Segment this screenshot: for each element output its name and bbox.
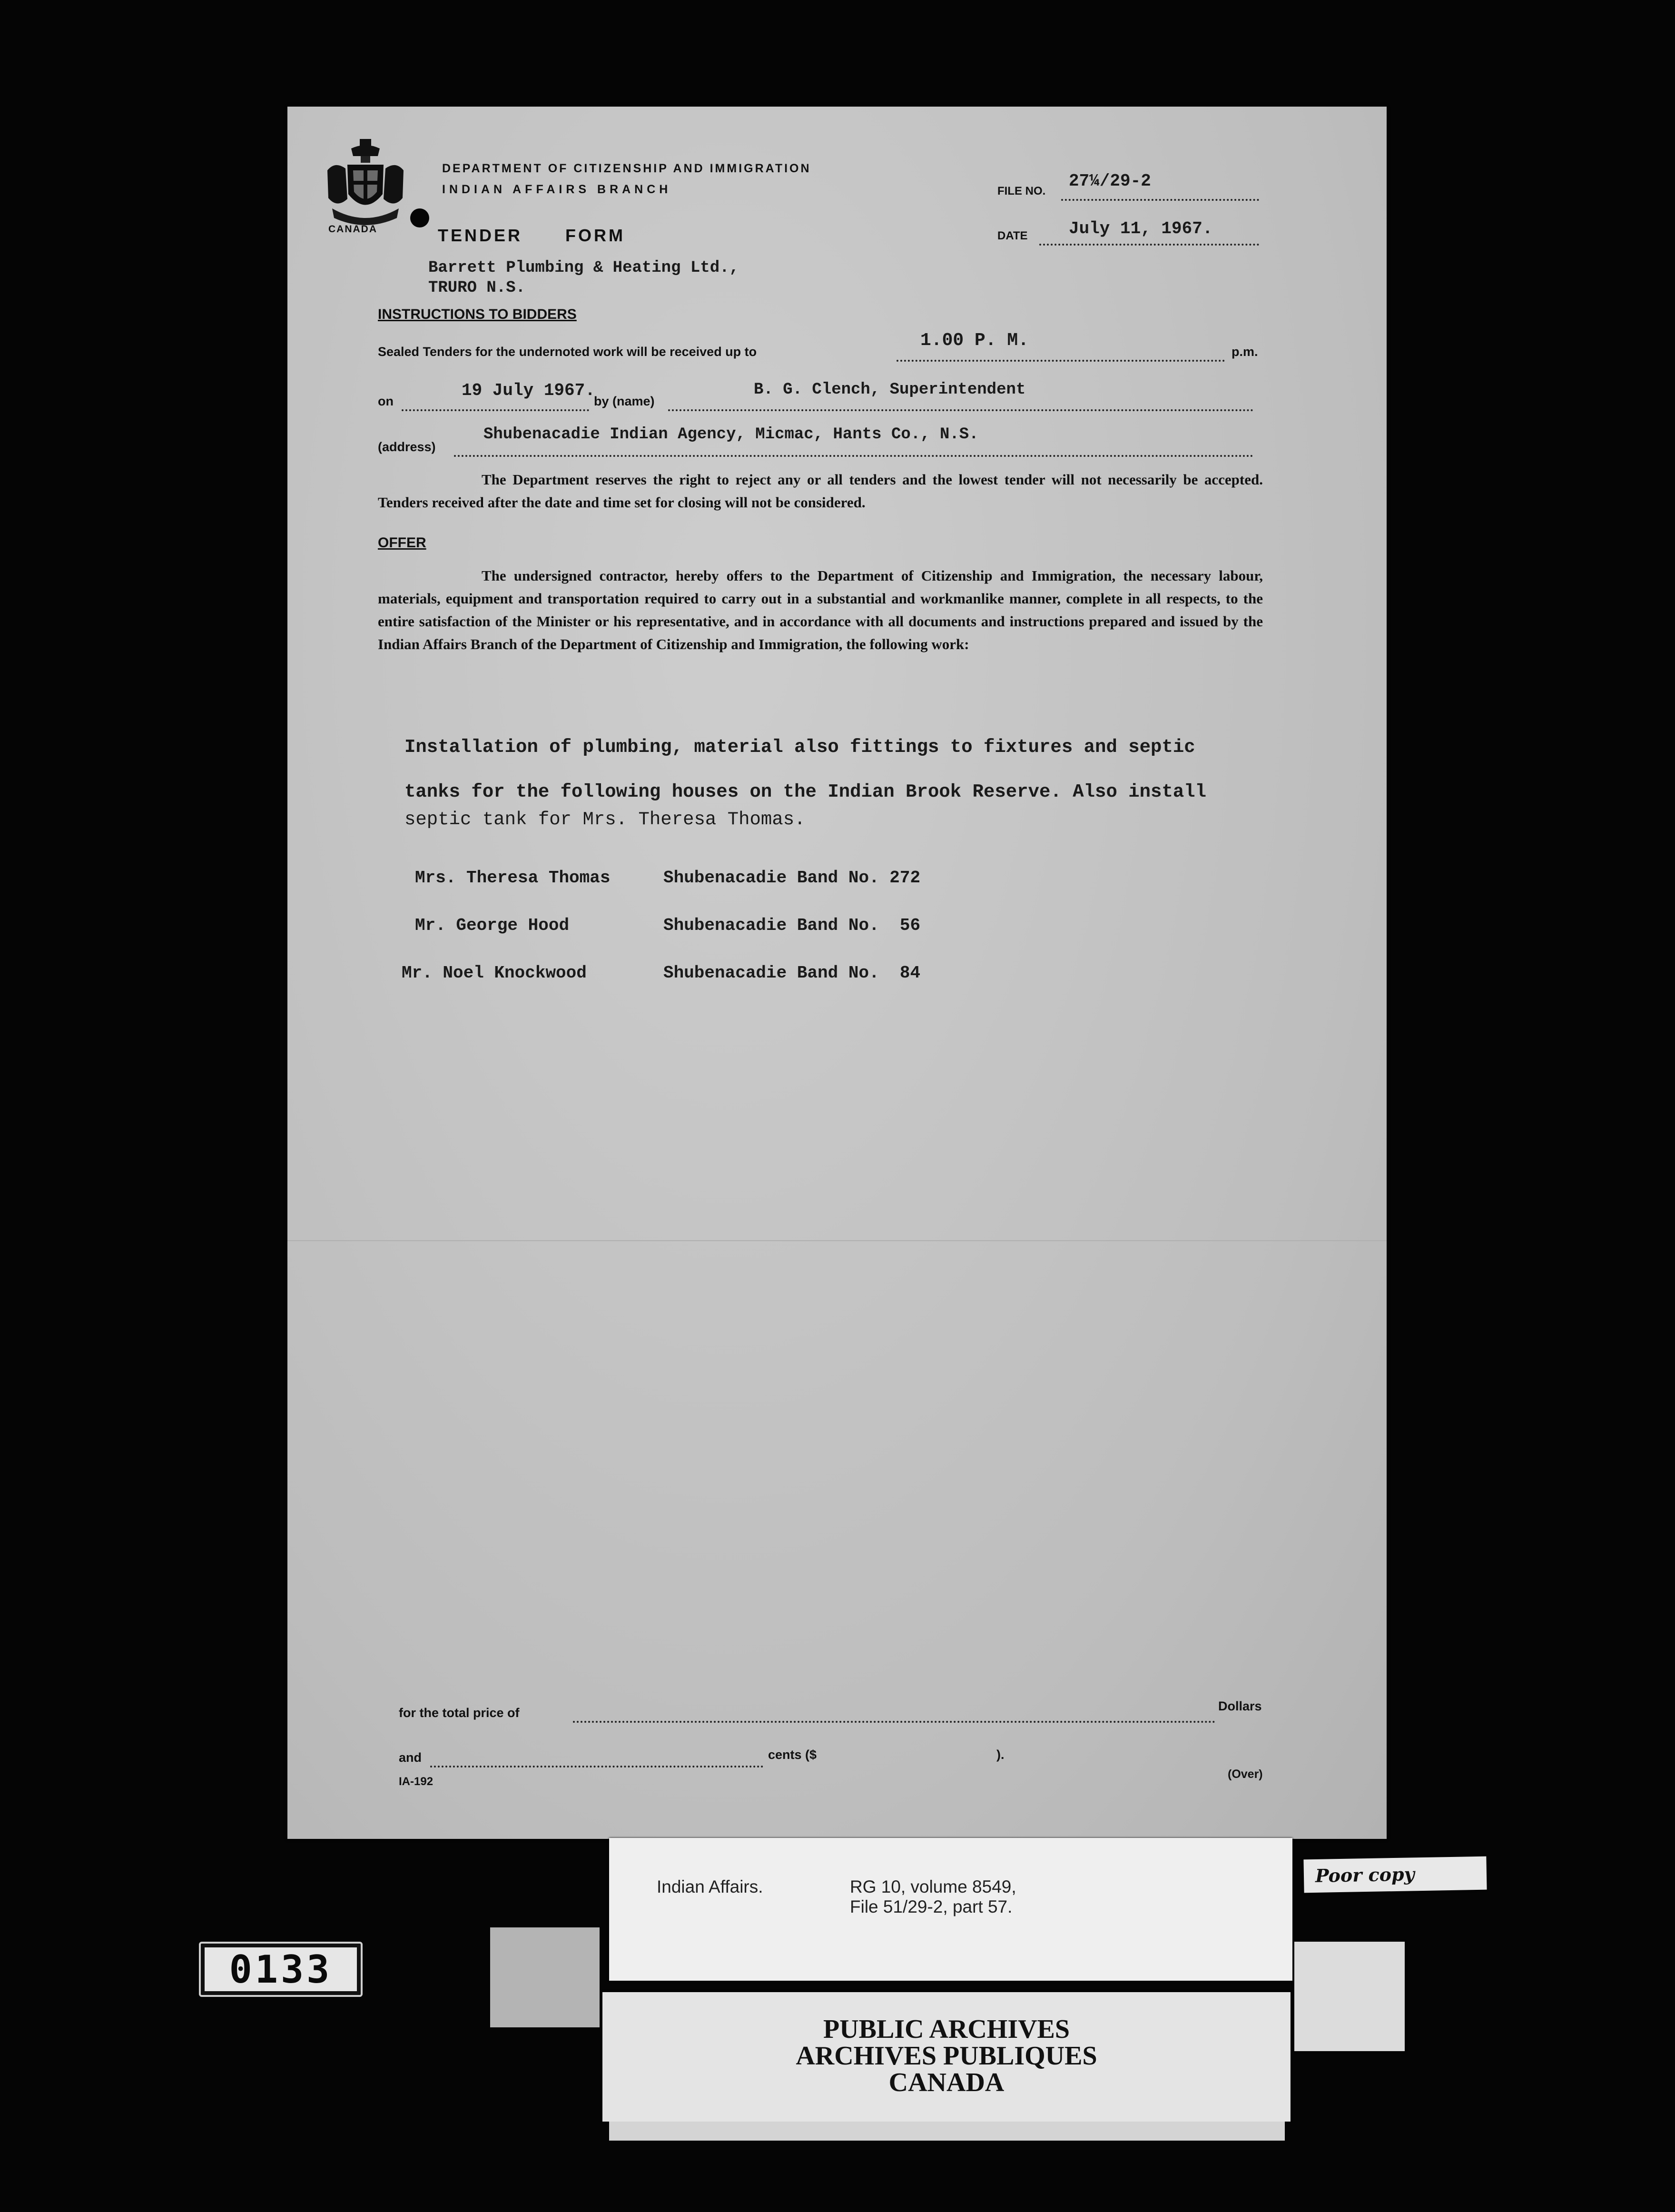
over-label: (Over) (1228, 1768, 1263, 1781)
house-band-3: Shubenacadie Band No. 84 (663, 963, 921, 983)
poor-copy-text: Poor copy (1315, 1863, 1415, 1886)
department-line-1: DEPARTMENT OF CITIZENSHIP AND IMMIGRATION (442, 162, 811, 175)
stamp-line-3: CANADA (888, 2068, 1005, 2097)
house-name-2: Mr. George Hood (415, 916, 570, 935)
form-code: IA-192 (399, 1775, 434, 1788)
stamp-line-2: ARCHIVES PUBLIQUES (796, 2041, 1097, 2071)
punch-hole (410, 208, 429, 227)
house-band-1: Shubenacadie Band No. 272 (663, 868, 921, 888)
work-line-2: tanks for the following houses on the Indian Brook Reserve. Also install (404, 781, 1207, 802)
total-price-line (573, 1721, 1215, 1723)
fold-line (287, 1240, 1387, 1241)
cents-line (430, 1766, 763, 1768)
poor-copy-tag (1303, 1856, 1487, 1893)
time-line (897, 360, 1225, 362)
work-line-1: Installation of plumbing, material also fittings to fixtures and septic (404, 737, 1195, 758)
by-name-label: by (name) (594, 394, 655, 408)
reservation-paragraph: The Department reserves the right to reject any or all tenders and the lowest tender will not necessarily be accepted. Tenders received after the date and time set for closing will not be considered. (378, 471, 1263, 511)
by-name-value: B. G. Clench, Superintendent (754, 381, 1026, 399)
and-label: and (399, 1750, 422, 1765)
work-line-3: septic tank for Mrs. Theresa Thomas. (404, 809, 806, 830)
tender-form-sheet (287, 107, 1387, 1839)
close-paren: ). (996, 1748, 1005, 1762)
stamp-line-1: PUBLIC ARCHIVES (823, 2014, 1070, 2044)
closing-date-value: 19 July 1967. (462, 381, 595, 400)
file-no-value: 27¼/29-2 (1069, 171, 1151, 191)
date-value: July 11, 1967. (1069, 219, 1213, 238)
address-value: Shubenacadie Indian Agency, Micmac, Hants Co., N.S. (483, 425, 979, 444)
crest-caption: CANADA (328, 224, 377, 235)
instructions-heading: INSTRUCTIONS TO BIDDERS (378, 306, 577, 322)
house-name-3: Mr. Noel Knockwood (402, 963, 587, 983)
offer-paragraph: The undersigned contractor, hereby offers to the Department of Citizenship and Immigration, the necessary labour, materials, equipment and transportation required to carry out in a substantial and workmanlike manner, complete in all respects, to the entire satisfaction of the Minister or his representative, and in accordance with all documents and instructions prepared and issued by the Indian Affairs Branch of the Department of Citizenship and Immigration, the following work: (378, 567, 1263, 652)
on-line (402, 409, 589, 411)
stamp-card-bottom (609, 2122, 1285, 2141)
archive-reference-card (609, 1838, 1292, 1981)
pm-suffix: p.m. (1232, 345, 1258, 359)
address-line (454, 455, 1253, 457)
offer-heading: OFFER (378, 535, 426, 551)
date-line (1039, 244, 1259, 246)
dollars-label: Dollars (1218, 1699, 1262, 1713)
house-band-2: Shubenacadie Band No. 56 (663, 916, 921, 935)
total-price-label: for the total price of (399, 1706, 520, 1720)
reference-volume: RG 10, volume 8549, (850, 1877, 1016, 1896)
canada-coat-of-arms-icon (318, 137, 413, 232)
stamp-card-tab (1294, 1942, 1405, 2051)
on-label: on (378, 394, 394, 408)
house-name-1: Mrs. Theresa Thomas (415, 868, 611, 888)
addressee-line-2: TRURO N.S. (428, 279, 526, 297)
frame-number: 0133 (205, 1947, 357, 1991)
address-label: (address) (378, 440, 436, 454)
reference-source: Indian Affairs. (657, 1877, 763, 1896)
by-name-line (668, 409, 1253, 411)
cents-label: cents ($ (768, 1748, 817, 1762)
frame-number-badge (199, 1942, 363, 1997)
closing-time-value: 1.00 P. M. (920, 330, 1029, 351)
form-title: TENDER FORM (438, 226, 625, 245)
grey-strip (490, 1927, 600, 2027)
file-no-line (1061, 199, 1259, 201)
addressee-line-1: Barrett Plumbing & Heating Ltd., (428, 259, 739, 277)
department-line-2: INDIAN AFFAIRS BRANCH (442, 183, 672, 196)
file-no-label: FILE NO. (997, 185, 1046, 198)
archives-stamp-card (602, 1992, 1291, 2122)
reference-file: File 51/29-2, part 57. (850, 1897, 1013, 1916)
sealed-tenders-text: Sealed Tenders for the undernoted work will be received up to (378, 345, 757, 359)
date-label: DATE (997, 229, 1028, 242)
